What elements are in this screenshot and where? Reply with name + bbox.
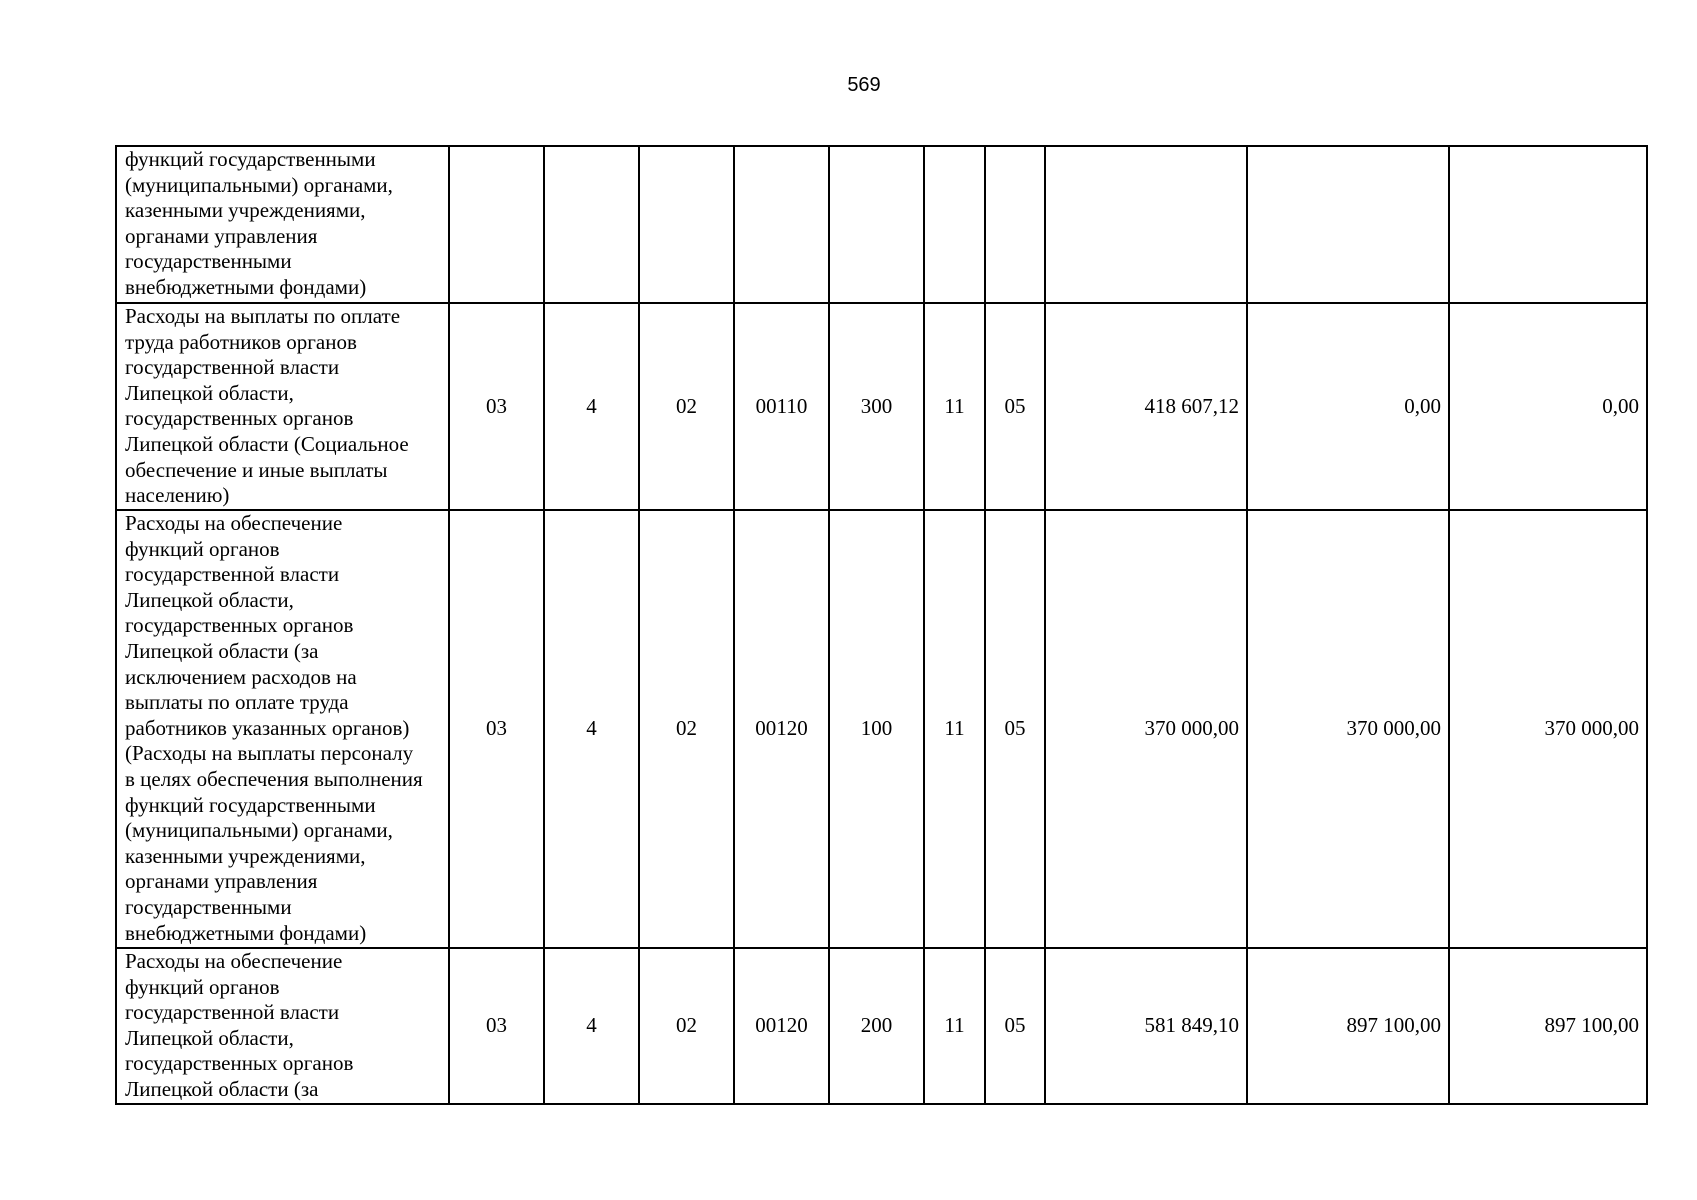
cell-code-7: 05 — [985, 948, 1045, 1104]
cell-amount-3: 897 100,00 — [1449, 948, 1647, 1104]
row-description: Расходы на выплаты по оплате труда работников органов государственной власти Липецкой области, государственных органов Липецкой области (Социальное обеспечение и иные выплаты населению) — [116, 303, 449, 510]
cell-code-3: 02 — [639, 303, 734, 510]
table-row — [116, 146, 1647, 303]
cell-code-2 — [544, 146, 639, 303]
cell-code-5: 100 — [829, 510, 924, 948]
row-description: функций государственными (муниципальными) органами, казенными учреждениями, органами управления государственными внебюджетными фондами) — [116, 146, 449, 303]
table-row — [116, 510, 1647, 948]
cell-code-6: 11 — [924, 948, 985, 1104]
cell-code-2: 4 — [544, 948, 639, 1104]
cell-code-1: 03 — [449, 510, 544, 948]
cell-code-3 — [639, 146, 734, 303]
row-description: Расходы на обеспечение функций органов государственной власти Липецкой области, государственных органов Липецкой области (за исключением расходов на выплаты по оплате труда работников указанных органов) (Расходы на выплаты персоналу в целях обеспечения выполнения функций государственными (муниципальными) органами, казенными учреждениями, органами управления государственными внебюджетными фондами) — [116, 510, 449, 948]
table-row — [116, 303, 1647, 510]
cell-amount-2: 0,00 — [1247, 303, 1449, 510]
cell-amount-1: 418 607,12 — [1045, 303, 1247, 510]
cell-code-7: 05 — [985, 510, 1045, 948]
table-row — [116, 948, 1647, 1104]
budget-table — [115, 145, 1648, 1105]
cell-amount-2: 897 100,00 — [1247, 948, 1449, 1104]
cell-amount-3 — [1449, 146, 1647, 303]
cell-code-7 — [985, 146, 1045, 303]
cell-code-6: 11 — [924, 303, 985, 510]
cell-code-1 — [449, 146, 544, 303]
cell-amount-3: 370 000,00 — [1449, 510, 1647, 948]
cell-code-7: 05 — [985, 303, 1045, 510]
cell-code-3: 02 — [639, 510, 734, 948]
page-number: 569 — [847, 74, 881, 96]
cell-code-4: 00120 — [734, 948, 829, 1104]
cell-code-5: 200 — [829, 948, 924, 1104]
cell-code-2: 4 — [544, 510, 639, 948]
cell-code-5 — [829, 146, 924, 303]
cell-amount-1 — [1045, 146, 1247, 303]
cell-amount-1: 581 849,10 — [1045, 948, 1247, 1104]
cell-code-5: 300 — [829, 303, 924, 510]
cell-code-6: 11 — [924, 510, 985, 948]
cell-code-4: 00110 — [734, 303, 829, 510]
cell-code-3: 02 — [639, 948, 734, 1104]
row-description: Расходы на обеспечение функций органов государственной власти Липецкой области, государственных органов Липецкой области (за — [116, 948, 449, 1104]
cell-code-1: 03 — [449, 948, 544, 1104]
cell-amount-2 — [1247, 146, 1449, 303]
cell-code-2: 4 — [544, 303, 639, 510]
cell-amount-2: 370 000,00 — [1247, 510, 1449, 948]
cell-code-6 — [924, 146, 985, 303]
cell-amount-3: 0,00 — [1449, 303, 1647, 510]
cell-code-1: 03 — [449, 303, 544, 510]
cell-amount-1: 370 000,00 — [1045, 510, 1247, 948]
cell-code-4 — [734, 146, 829, 303]
cell-code-4: 00120 — [734, 510, 829, 948]
